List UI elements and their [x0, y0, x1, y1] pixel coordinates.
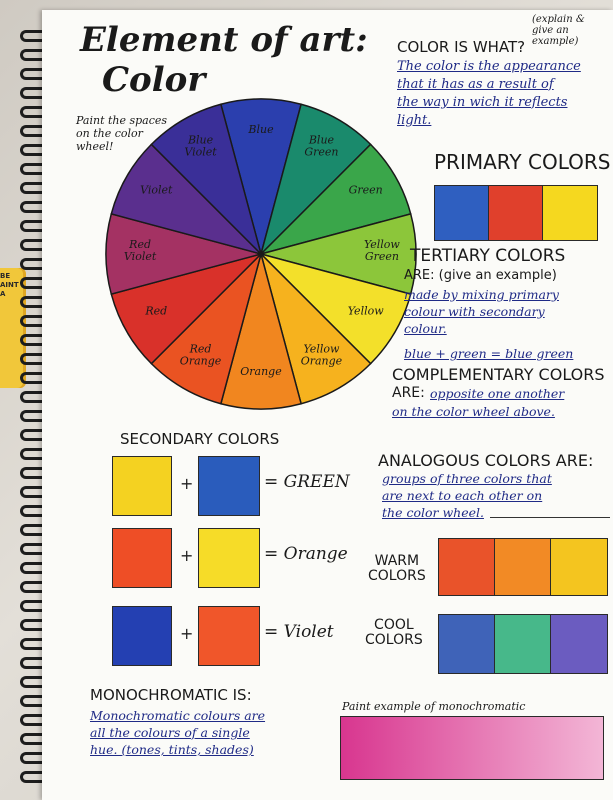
plus-sign: +: [180, 474, 194, 493]
monochromatic-heading: MONOCHROMATIC IS:: [90, 686, 252, 704]
secondary-swatch-a: [112, 606, 172, 666]
color-swatch: [542, 185, 598, 241]
monochromatic-example-label: Paint example of monochromatic: [342, 700, 526, 713]
color-wheel: [101, 94, 421, 414]
wheel-segment-label: Orange: [240, 364, 282, 378]
secondary-swatch-a: [112, 456, 172, 516]
plus-sign: +: [180, 624, 194, 643]
wheel-segment-label: Red: [145, 304, 168, 318]
secondary-result: = Orange: [264, 544, 348, 564]
color-is-what-note: (explain & give an example): [532, 14, 585, 47]
wheel-segment-label: Blue Violet: [184, 133, 217, 159]
secondary-swatch-b: [198, 528, 260, 588]
monochromatic-swatch: [340, 716, 604, 780]
page-title: Element of art:: [80, 20, 368, 60]
tertiary-answer: made by mixing primary colour with secondary colour.: [404, 287, 559, 336]
wheel-segment-label: Red Orange: [179, 342, 222, 368]
wheel-segment-label: Blue Green: [304, 133, 339, 159]
color-swatch: [550, 538, 608, 596]
color-swatch: [494, 614, 552, 674]
paint-tube-label: BE AINT A: [0, 272, 19, 298]
color-swatch: [434, 185, 490, 241]
secondary-swatch-b: [198, 606, 260, 666]
secondary-swatch-b: [198, 456, 260, 516]
warm-heading: WARM COLORS: [368, 553, 426, 584]
wheel-segment-label: Violet: [140, 183, 173, 197]
secondary-result: = GREEN: [264, 472, 350, 492]
wheel-segment-label: Yellow: [347, 304, 384, 318]
analogous-rule: [490, 517, 610, 518]
analogous-answer: groups of three colors that are next to each other on the color wheel.: [382, 471, 552, 520]
tertiary-example: blue + green = blue green: [404, 346, 574, 361]
complementary-answer-1: opposite one another: [430, 386, 565, 401]
secondary-heading: SECONDARY COLORS: [120, 430, 280, 448]
wheel-instruction: Paint the spaces on the color wheel!: [76, 114, 168, 153]
wheel-segment-label: Red Violet: [123, 238, 157, 263]
page-subtitle: Color: [102, 60, 206, 100]
cool-heading: COOL COLORS: [365, 617, 423, 648]
color-swatch: [550, 614, 608, 674]
complementary-heading: COMPLEMENTARY COLORS: [392, 365, 605, 384]
analogous-heading: ANALOGOUS COLORS ARE:: [378, 451, 594, 470]
wheel-segment-label: Yellow Green: [363, 238, 400, 263]
secondary-result: = Violet: [264, 622, 334, 642]
plus-sign: +: [180, 546, 194, 565]
complementary-prompt: ARE:: [392, 385, 425, 401]
tertiary-prompt: ARE: (give an example): [404, 268, 557, 283]
wheel-segment-label: Green: [348, 183, 383, 197]
complementary-answer-2: on the color wheel above.: [392, 404, 555, 419]
color-swatch: [438, 538, 496, 596]
primary-heading: PRIMARY COLORS: [434, 150, 611, 174]
color-is-what-answer: The color is the appearance that it has as a result of the way in wich it reflects light.: [397, 59, 581, 128]
wheel-segment-label: Yellow Orange: [300, 342, 343, 368]
color-is-what-heading: COLOR IS WHAT?: [397, 38, 526, 56]
wheel-segment-label: Blue: [248, 123, 274, 137]
secondary-swatch-a: [112, 528, 172, 588]
color-swatch: [488, 185, 544, 241]
tertiary-heading: TERTIARY COLORS: [410, 246, 566, 266]
monochromatic-answer: Monochromatic colours are all the colours of a single hue. (tones, tints, shades): [90, 708, 266, 757]
notebook-page: [42, 10, 613, 800]
color-swatch: [438, 614, 496, 674]
color-swatch: [494, 538, 552, 596]
